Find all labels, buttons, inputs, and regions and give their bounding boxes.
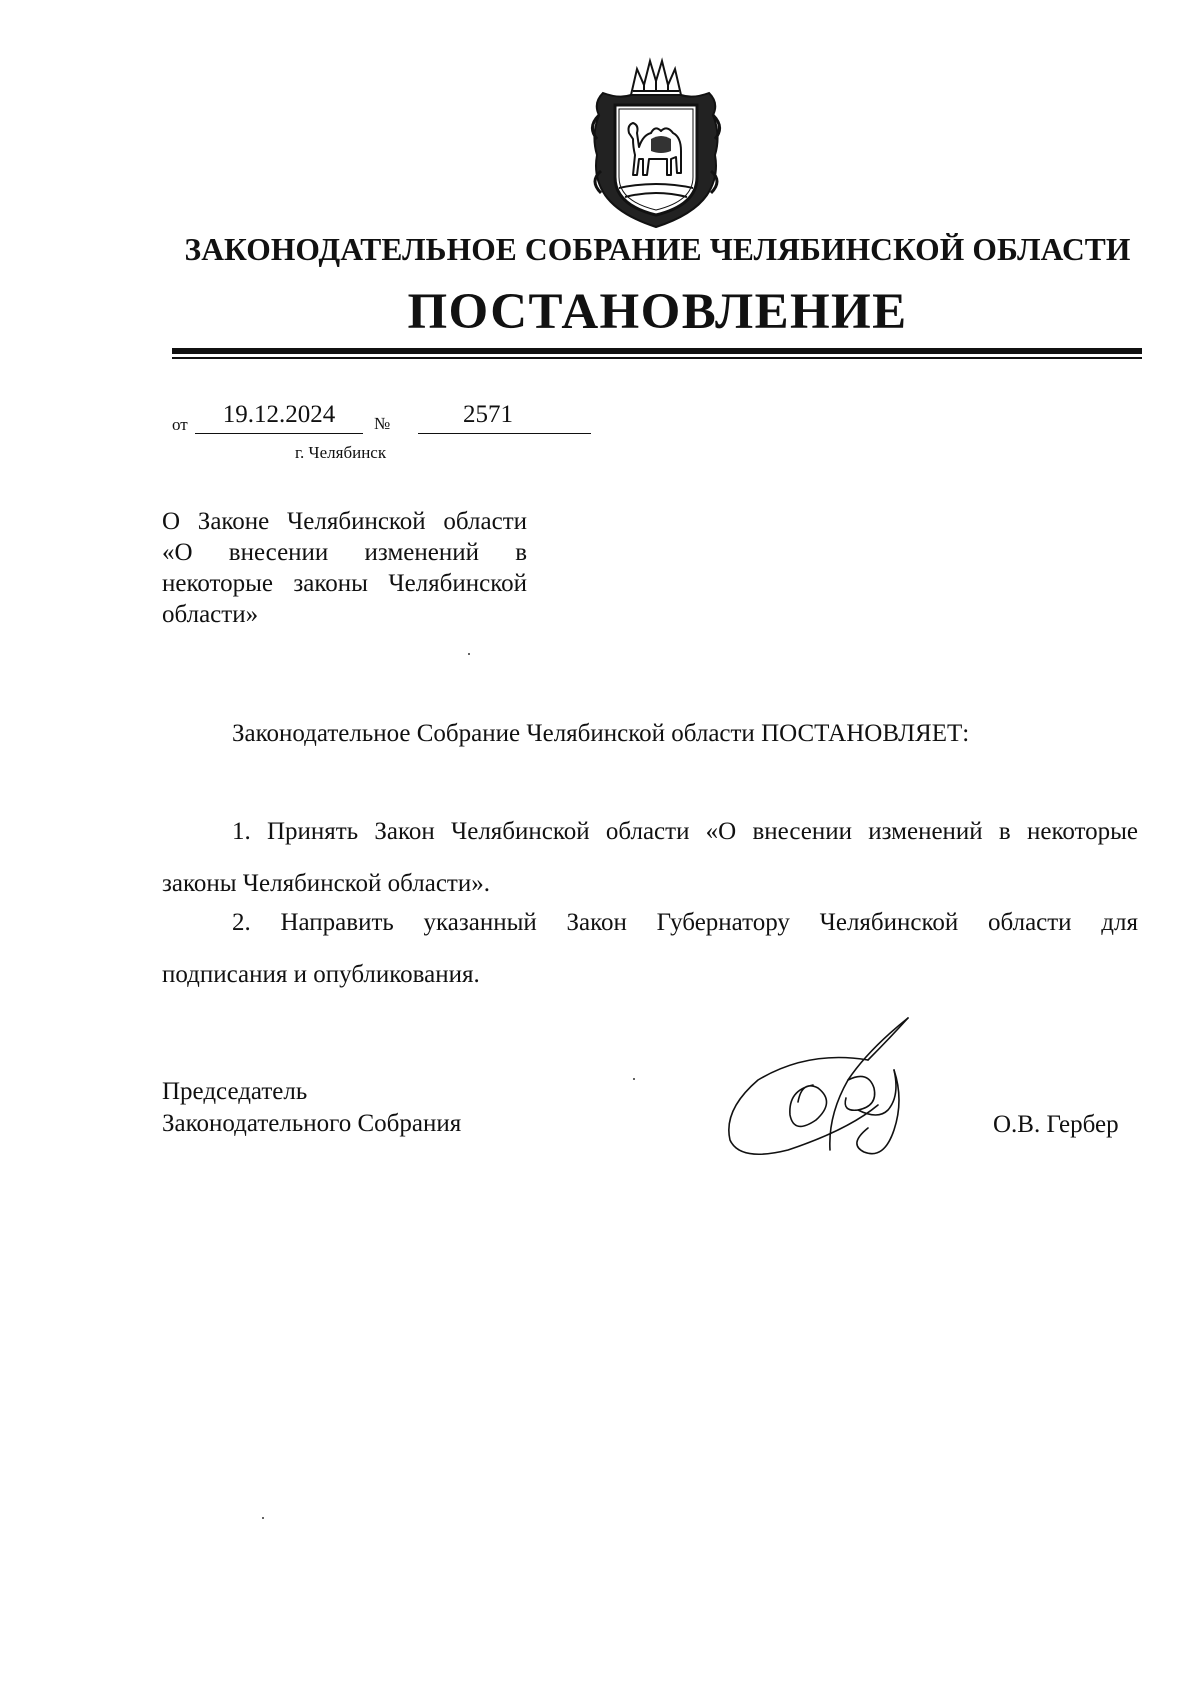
coat-of-arms-emblem — [589, 55, 723, 230]
subject-line: О Законе Челябинской области — [162, 508, 527, 535]
scan-speck — [468, 653, 470, 655]
document-type-title: ПОСТАНОВЛЕНИЕ — [407, 284, 908, 340]
subject-line: «О внесении изменений в — [162, 539, 527, 566]
number-prefix: № — [374, 414, 391, 433]
resolution-item-line: 1. Принять Закон Челябинской области «О внесении изменений в некоторые — [232, 818, 1138, 845]
resolution-item — [162, 806, 1138, 910]
document-subject — [162, 506, 527, 630]
header-rule-thin — [172, 357, 1142, 359]
resolves-clause: Законодательное Собрание Челябинской области ПОСТАНОВЛЯЕТ: — [232, 720, 970, 747]
handwritten-signature — [718, 1010, 928, 1165]
subject-line: некоторые законы Челябинской — [162, 570, 527, 597]
resolution-item-line: подписания и опубликования. — [162, 961, 480, 988]
date-prefix: от — [172, 415, 188, 434]
document-number: 2571 — [463, 401, 513, 428]
signatory-title-line: Председатель — [162, 1078, 308, 1105]
signatory-title — [162, 1076, 461, 1140]
signer-name: О.В. Гербер — [993, 1111, 1119, 1138]
organization-title: ЗАКОНОДАТЕЛЬНОЕ СОБРАНИЕ ЧЕЛЯБИНСКОЙ ОБЛАСТИ — [184, 232, 1131, 267]
scan-speck — [262, 1517, 264, 1519]
resolution-item — [162, 897, 1138, 1001]
document-date: 19.12.2024 — [222, 401, 336, 428]
subject-line: области» — [162, 601, 259, 628]
resolution-item-line: 2. Направить указанный Закон Губернатору Челябинской области для — [232, 909, 1138, 936]
number-underline — [418, 433, 591, 434]
signatory-title-line: Законодательного Собрания — [162, 1110, 462, 1137]
resolution-item-line: законы Челябинской области». — [162, 870, 490, 897]
city: г. Челябинск — [295, 443, 387, 462]
header-rule-thick — [172, 348, 1142, 354]
date-underline — [195, 433, 363, 434]
scan-speck — [633, 1078, 635, 1080]
